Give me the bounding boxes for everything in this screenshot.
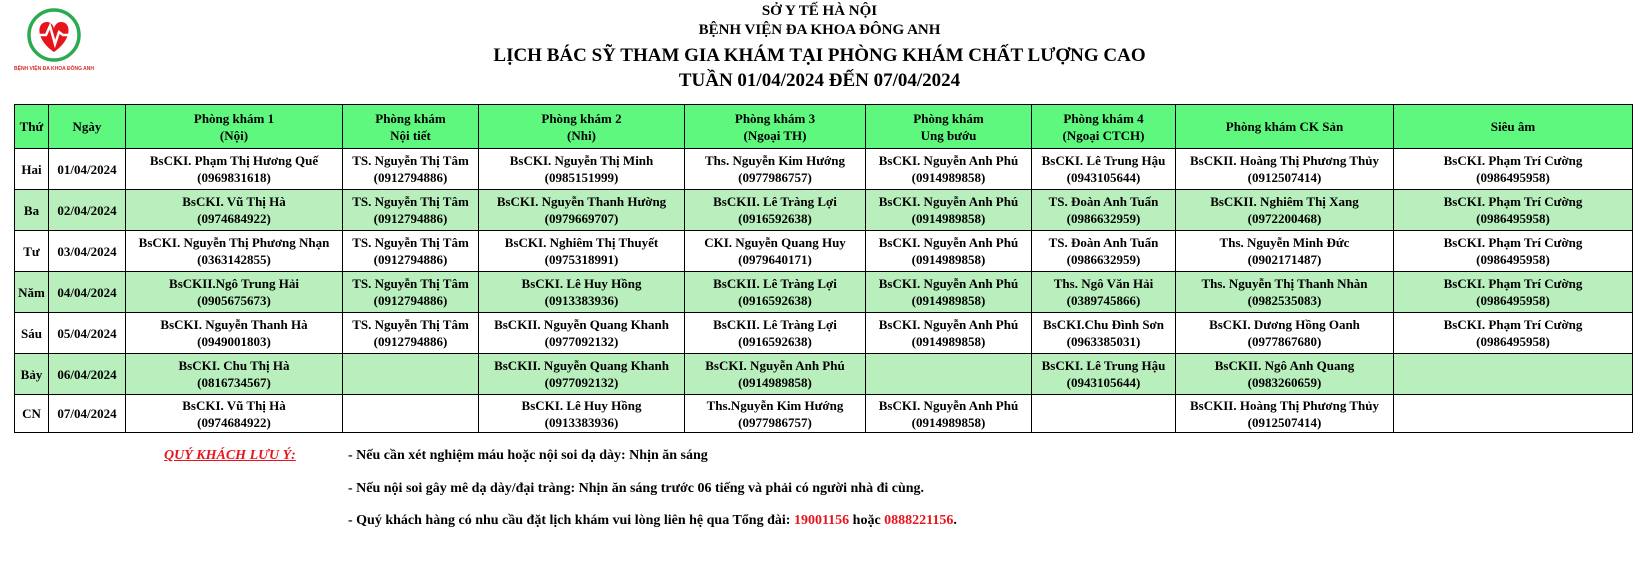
doctor-cell [126, 149, 343, 190]
doctor-phone: (0816734567) [197, 375, 271, 390]
table-header-row [15, 105, 1633, 149]
doctor-cell [479, 190, 685, 231]
table-body [15, 149, 1633, 433]
doctor-phone: (0913383936) [544, 293, 619, 308]
doctor-cell [126, 272, 343, 313]
doctor-phone: (0977092132) [544, 334, 619, 349]
column-header-text: Phòng khám 3 [734, 110, 816, 126]
doctor-cell [1032, 313, 1176, 354]
doctor-name: TS. Đoàn Anh Tuấn [1048, 235, 1159, 250]
column-header [1394, 105, 1633, 149]
doctor-phone: (0977867680) [1247, 334, 1322, 349]
column-header-text: (Ngoại TH) [743, 127, 807, 143]
logo-text: BỆNH VIỆN ĐA KHOA ĐÔNG ANH [14, 66, 95, 72]
doctor-cell [343, 272, 479, 313]
date-cell: 03/04/2024 [49, 231, 126, 272]
doctor-cell [866, 313, 1032, 354]
table-row [15, 149, 1633, 190]
doctor-name: Ths. Nguyễn Thị Thanh Nhàn [1201, 276, 1368, 291]
table-row [15, 395, 1633, 433]
doctor-phone: (0912794886) [373, 334, 448, 349]
doctor-phone: (0916592638) [738, 293, 812, 308]
column-header-text: Siêu âm [1490, 119, 1536, 134]
column-header-text: (Nhi) [567, 127, 596, 143]
doctor-name: BsCKI. Nguyễn Anh Phú [878, 235, 1019, 250]
hotline-1: 19001156 [793, 513, 850, 528]
doctor-phone: (0975318991) [544, 252, 619, 267]
note-line-2: - Nếu nội soi gây mê dạ dày/đại tràng: Nhịn ăn sáng trước 06 tiếng và phải có người nhà đi cùng. [348, 481, 925, 496]
doctor-cell [343, 395, 479, 433]
doctor-phone: (0972200468) [1247, 211, 1322, 226]
doctor-cell [866, 149, 1032, 190]
doctor-name: BsCKI. Nguyễn Anh Phú [705, 358, 845, 373]
doctor-phone: (0982535083) [1247, 293, 1322, 308]
doctor-phone: (0986632959) [1066, 252, 1141, 267]
doctor-name: TS. Nguyễn Thị Tâm [352, 153, 469, 168]
doctor-cell [685, 231, 866, 272]
doctor-cell [479, 149, 685, 190]
department-title: SỞ Y TẾ HÀ NỘI [761, 3, 878, 19]
doctor-cell [866, 190, 1032, 231]
doctor-phone: (0977092132) [544, 375, 619, 390]
doctor-cell [1032, 190, 1176, 231]
column-header [685, 105, 866, 149]
doctor-phone: (0986495958) [1476, 293, 1550, 308]
doctor-name: BsCKI. Nguyễn Anh Phú [878, 153, 1019, 168]
doctor-cell [866, 231, 1032, 272]
date-cell: 05/04/2024 [49, 313, 126, 354]
doctor-cell [343, 231, 479, 272]
date-cell: 01/04/2024 [49, 149, 126, 190]
column-header-text: Phòng khám 1 [193, 110, 275, 126]
note-line-1: - Nếu cần xét nghiệm máu hoặc nội soi dạ dày: Nhịn ăn sáng [348, 448, 708, 463]
column-header-text: Nội tiết [390, 127, 431, 143]
date-cell: 04/04/2024 [49, 272, 126, 313]
doctor-name: BsCKI. Nguyễn Anh Phú [878, 194, 1019, 209]
doctor-cell [1394, 190, 1633, 231]
date-cell: 02/04/2024 [49, 190, 126, 231]
column-header-text: Thứ [19, 119, 44, 134]
doctor-name: BsCKII. Lê Tràng Lợi [713, 194, 837, 209]
column-header-text: Ngày [72, 119, 102, 134]
doctor-name: BsCKI.Chu Đình Sơn [1042, 317, 1164, 332]
doctor-cell [1032, 272, 1176, 313]
doctor-name: BsCKII. Ngô Anh Quang [1214, 358, 1355, 373]
doctor-name: BsCKII. Lê Tràng Lợi [713, 317, 837, 332]
doctor-cell [343, 354, 479, 395]
doctor-cell [1032, 231, 1176, 272]
doctor-phone: (0905675673) [197, 293, 271, 308]
doctor-name: BsCKI. Lê Huy Hồng [521, 397, 642, 413]
doctor-phone: (0985151999) [544, 170, 619, 185]
doctor-phone: (0914989858) [911, 211, 986, 226]
table-row [15, 354, 1633, 395]
doctor-name: BsCKI. Nguyễn Thị Phương Nhạn [138, 235, 330, 250]
doctor-cell [1394, 313, 1633, 354]
doctor-cell [479, 272, 685, 313]
day-cell: Hai [15, 149, 49, 190]
doctor-phone: (0943105644) [1066, 170, 1141, 185]
doctor-name: CKI. Nguyễn Quang Huy [704, 235, 846, 250]
doctor-cell [479, 354, 685, 395]
doctor-cell [1176, 395, 1394, 433]
column-header [343, 105, 479, 149]
doctor-cell [1176, 313, 1394, 354]
doctor-phone: (0979640171) [738, 252, 812, 267]
doctor-cell [685, 272, 866, 313]
week-range: TUẦN 01/04/2024 ĐẾN 07/04/2024 [678, 70, 961, 91]
doctor-phone: (0943105644) [1066, 375, 1141, 390]
doctor-schedule-table [14, 104, 1633, 433]
doctor-name: BsCKI. Nghiêm Thị Thuyết [504, 235, 659, 250]
doctor-name: Ths. Ngô Văn Hải [1053, 276, 1154, 291]
doctor-phone: (0983260659) [1247, 375, 1322, 390]
doctor-name: BsCKII. Lê Tràng Lợi [713, 276, 837, 291]
doctor-name: BsCKII. Nghiêm Thị Xang [1210, 194, 1359, 209]
doctor-cell [479, 313, 685, 354]
doctor-name: BsCKI. Vũ Thị Hà [182, 397, 286, 413]
doctor-name: BsCKI. Nguyễn Anh Phú [878, 317, 1019, 332]
doctor-phone: (0912794886) [373, 170, 448, 185]
doctor-phone: (0986632959) [1066, 211, 1141, 226]
hotline-connector: hoặc [849, 513, 885, 528]
doctor-phone: (0363142855) [197, 252, 271, 267]
doctor-name: BsCKI. Lê Huy Hồng [521, 276, 642, 291]
doctor-phone: (0912794886) [373, 252, 448, 267]
doctor-name: BsCKII.Ngô Trung Hải [169, 276, 299, 291]
doctor-phone: (0986495958) [1476, 170, 1550, 185]
column-header-text: Phòng khám 4 [1063, 110, 1144, 126]
doctor-name: BsCKI. Nguyễn Thanh Hường [496, 194, 667, 209]
doctor-cell [1032, 354, 1176, 395]
notes-label: QUÝ KHÁCH LƯU Ý: [164, 448, 296, 463]
doctor-cell [126, 313, 343, 354]
note-line-3 [348, 513, 957, 529]
doctor-cell [866, 272, 1032, 313]
doctor-phone: (0977986757) [738, 414, 812, 430]
column-header [479, 105, 685, 149]
date-cell: 07/04/2024 [49, 395, 126, 433]
date-cell: 06/04/2024 [49, 354, 126, 395]
doctor-phone: (0979669707) [544, 211, 619, 226]
doctor-phone: (0969831618) [197, 170, 271, 185]
doctor-name: BsCKI. Phạm Trí Cường [1443, 194, 1583, 209]
doctor-name: Ths.Nguyễn Kim Hướng [706, 397, 844, 413]
doctor-name: BsCKI. Phạm Trí Cường [1443, 276, 1583, 291]
doctor-cell [1394, 272, 1633, 313]
doctor-cell [1176, 149, 1394, 190]
doctor-cell [343, 149, 479, 190]
day-cell: Tư [15, 231, 49, 272]
doctor-name: TS. Nguyễn Thị Tâm [352, 317, 469, 332]
table-row [15, 231, 1633, 272]
doctor-cell [1176, 190, 1394, 231]
doctor-name: BsCKI. Phạm Trí Cường [1443, 317, 1583, 332]
doctor-phone: (0916592638) [738, 211, 812, 226]
doctor-phone: (0974684922) [197, 211, 271, 226]
doctor-phone: (0986495958) [1476, 211, 1550, 226]
doctor-name: BsCKI. Nguyễn Anh Phú [878, 397, 1019, 413]
doctor-name: BsCKI. Phạm Thị Hương Quế [149, 153, 319, 168]
doctor-phone: (0914989858) [911, 334, 986, 349]
doctor-phone: (0963385031) [1066, 334, 1141, 349]
doctor-name: BsCKII. Nguyễn Quang Khanh [494, 358, 669, 373]
doctor-cell [866, 395, 1032, 433]
doctor-cell [126, 190, 343, 231]
doctor-cell [1176, 272, 1394, 313]
doctor-name: TS. Nguyễn Thị Tâm [352, 276, 469, 291]
doctor-cell [126, 354, 343, 395]
doctor-name: BsCKII. Hoàng Thị Phương Thủy [1189, 397, 1379, 413]
doctor-name: BsCKI. Nguyễn Thị Minh [509, 153, 654, 168]
doctor-name: BsCKII. Hoàng Thị Phương Thủy [1189, 153, 1379, 168]
column-header [1032, 105, 1176, 149]
column-header-text: Phòng khám CK Sản [1225, 119, 1344, 134]
doctor-cell [343, 313, 479, 354]
doctor-cell [1032, 395, 1176, 433]
column-header-text: Phòng khám [375, 110, 446, 126]
doctor-phone: (0912507414) [1247, 170, 1322, 185]
column-header-text: Ung bướu [920, 127, 977, 143]
doctor-phone: (0914989858) [911, 414, 986, 430]
doctor-cell [685, 313, 866, 354]
doctor-name: BsCKI. Lê Trung Hậu [1041, 358, 1166, 373]
doctor-cell [685, 149, 866, 190]
doctor-cell [685, 395, 866, 433]
doctor-phone: (0914989858) [911, 252, 986, 267]
note-line-3-suffix: . [953, 513, 957, 528]
column-header [1176, 105, 1394, 149]
doctor-name: Ths. Nguyễn Minh Đức [1219, 235, 1350, 250]
doctor-name: BsCKI. Lê Trung Hậu [1041, 153, 1166, 168]
doctor-name: BsCKII. Nguyễn Quang Khanh [494, 317, 669, 332]
column-header [15, 105, 49, 149]
doctor-name: BsCKI. Phạm Trí Cường [1443, 153, 1583, 168]
doctor-phone: (0912507414) [1247, 414, 1322, 430]
doctor-phone: (0986495958) [1476, 252, 1550, 267]
doctor-cell [685, 354, 866, 395]
doctor-cell [1394, 395, 1633, 433]
doctor-cell [1394, 354, 1633, 395]
doctor-cell [126, 231, 343, 272]
day-cell: CN [15, 395, 49, 433]
column-header [866, 105, 1032, 149]
table-row [15, 313, 1633, 354]
doctor-name: BsCKI. Nguyễn Anh Phú [878, 276, 1019, 291]
column-header-text: (Nội) [219, 127, 249, 143]
column-header-text: Phòng khám [913, 110, 984, 126]
doctor-phone: (0913383936) [544, 414, 619, 430]
doctor-phone: (0977986757) [738, 170, 812, 185]
doctor-cell [1032, 149, 1176, 190]
doctor-cell [685, 190, 866, 231]
doctor-phone: (0914989858) [738, 375, 812, 390]
doctor-cell [126, 395, 343, 433]
doctor-phone: (0986495958) [1476, 334, 1550, 349]
day-cell: Sáu [15, 313, 49, 354]
schedule-title: LỊCH BÁC SỸ THAM GIA KHÁM TẠI PHÒNG KHÁM CHẤT LƯỢNG CAO [493, 45, 1146, 66]
doctor-name: TS. Nguyễn Thị Tâm [352, 194, 469, 209]
note-line-3-prefix: - Quý khách hàng có nhu cầu đặt lịch khám vui lòng liên hệ qua Tổng đài: [348, 513, 794, 528]
doctor-cell [866, 354, 1032, 395]
doctor-phone: (0914989858) [911, 293, 986, 308]
doctor-cell [343, 190, 479, 231]
doctor-cell [1176, 354, 1394, 395]
doctor-phone: (0912794886) [373, 293, 448, 308]
doctor-cell [1176, 231, 1394, 272]
doctor-cell [1394, 231, 1633, 272]
doctor-name: BsCKI. Phạm Trí Cường [1443, 235, 1583, 250]
doctor-cell [1394, 149, 1633, 190]
day-cell: Năm [15, 272, 49, 313]
doctor-name: Ths. Nguyễn Kim Hướng [705, 153, 845, 168]
doctor-name: BsCKI. Chu Thị Hà [178, 358, 290, 373]
doctor-phone: (0902171487) [1247, 252, 1322, 267]
hotline-2: 0888221156 [884, 513, 954, 528]
doctor-phone: (0974684922) [197, 414, 271, 430]
day-cell: Bảy [15, 354, 49, 395]
doctor-phone: (0389745866) [1066, 293, 1141, 308]
doctor-phone: (0912794886) [373, 211, 448, 226]
doctor-phone: (0914989858) [911, 170, 986, 185]
doctor-name: TS. Nguyễn Thị Tâm [352, 235, 469, 250]
doctor-phone: (0949001803) [197, 334, 271, 349]
day-cell: Ba [15, 190, 49, 231]
doctor-name: BsCKI. Nguyễn Thanh Hà [160, 317, 308, 332]
table-row [15, 272, 1633, 313]
doctor-name: BsCKI. Dương Hồng Oanh [1209, 317, 1360, 332]
table-row [15, 190, 1633, 231]
hospital-name: BỆNH VIỆN ĐA KHOA ĐÔNG ANH [698, 22, 941, 38]
doctor-name: TS. Đoàn Anh Tuấn [1048, 194, 1159, 209]
column-header-text: Phòng khám 2 [541, 110, 622, 126]
doctor-name: BsCKI. Vũ Thị Hà [182, 194, 286, 209]
doctor-cell [479, 395, 685, 433]
column-header [126, 105, 343, 149]
doctor-phone: (0916592638) [738, 334, 812, 349]
column-header-text: (Ngoại CTCH) [1062, 127, 1145, 143]
doctor-cell [479, 231, 685, 272]
column-header [49, 105, 126, 149]
